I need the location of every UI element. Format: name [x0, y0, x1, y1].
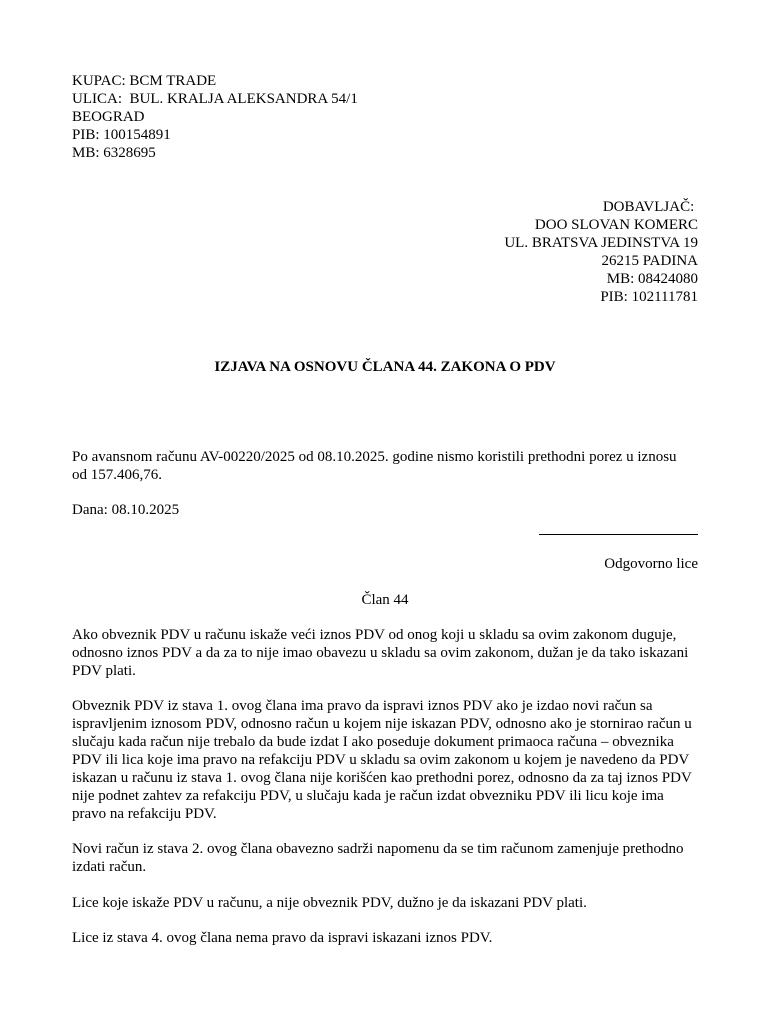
supplier-pib: PIB: 102111781 [600, 289, 698, 305]
paragraph-line: odnosno iznos PDV a da za to nije imao obavezu u skladu sa ovim zakonom, dužan je da tako iskazani [72, 645, 689, 661]
paragraph-line: iskazan u računu iz stava 1. ovog člana nije korišćen kao prethodni porez, odnosno da za taj iznos PDV [72, 770, 692, 786]
paragraph-line: Ako obveznik PDV u računu iskaže veći iznos PDV od onog koji u skladu sa ovim zakonom duguje, [72, 627, 677, 643]
statement-line: od 157.406,76. [72, 467, 162, 483]
article-paragraph-4 [72, 894, 698, 912]
buyer-street: ULICA: BUL. KRALJA ALEKSANDRA 54/1 [72, 91, 358, 107]
buyer-city: BEOGRAD [72, 109, 145, 125]
paragraph-line: Lice iz stava 4. ovog člana nema pravo da ispravi iskazani iznos PDV. [72, 930, 493, 946]
supplier-label: DOBAVLJAČ: [602, 199, 698, 215]
paragraph-line: nije podnet zahtev za refakciju PDV, u slučaju kada je račun izdat obvezniku PDV ili licu koje ima [72, 788, 664, 804]
article-title: Član 44 [361, 592, 409, 608]
statement-paragraph [72, 448, 698, 484]
article-paragraph-1 [72, 626, 698, 680]
paragraph-line: PDV ili lica koje ima pravo na refakciju PDV u skladu sa ovim zakonom u kojem je navedeno da PDV [72, 752, 690, 768]
paragraph-line: PDV plati. [72, 663, 136, 679]
paragraph-line: Lice koje iskaže PDV u računu, a nije obveznik PDV, dužno je da iskazani PDV plati. [72, 895, 587, 911]
paragraph-line: ispravljenim iznosom PDV, odnosno račun u kojem nije iskazan PDV, odnosno ako je stornirao račun u [72, 716, 692, 732]
supplier-city: 26215 PADINA [601, 253, 698, 269]
buyer-name: KUPAC: BCM TRADE [72, 73, 217, 89]
supplier-name: DOO SLOVAN KOMERC [534, 217, 698, 233]
supplier-mb: MB: 08424080 [606, 271, 698, 287]
buyer-block [72, 72, 698, 162]
article-paragraph-5 [72, 929, 698, 947]
statement-line: Po avansnom računu AV-00220/2025 od 08.10.2025. godine nismo koristili prethodni porez u iznosu [72, 449, 677, 465]
paragraph-line: Novi račun iz stava 2. ovog člana obavezno sadrži napomenu da se tim računom zamenjuje prethodno [72, 841, 684, 857]
article-paragraph-2 [72, 697, 698, 823]
supplier-block [72, 198, 698, 306]
buyer-mb: MB: 6328695 [72, 145, 156, 161]
paragraph-line: pravo na refakciju PDV. [72, 806, 217, 822]
signature-line [539, 534, 698, 535]
paragraph-line: slučaju kada račun nije trebalo da bude izdat I ako poseduje dokument primaoca računa – obveznika [72, 734, 674, 750]
buyer-pib: PIB: 100154891 [72, 127, 171, 143]
paragraph-line: izdati račun. [72, 859, 147, 875]
signature-label: Odgovorno lice [604, 556, 698, 572]
article-paragraph-3 [72, 840, 698, 876]
document-title: IZJAVA NA OSNOVU ČLANA 44. ZAKONA O PDV [214, 359, 556, 375]
date-text: Dana: 08.10.2025 [72, 502, 180, 518]
paragraph-line: Obveznik PDV iz stava 1. ovog člana ima pravo da ispravi iznos PDV ako je izdao novi račun sa [72, 698, 653, 714]
supplier-street: UL. BRATSVA JEDINSTVA 19 [504, 235, 698, 251]
